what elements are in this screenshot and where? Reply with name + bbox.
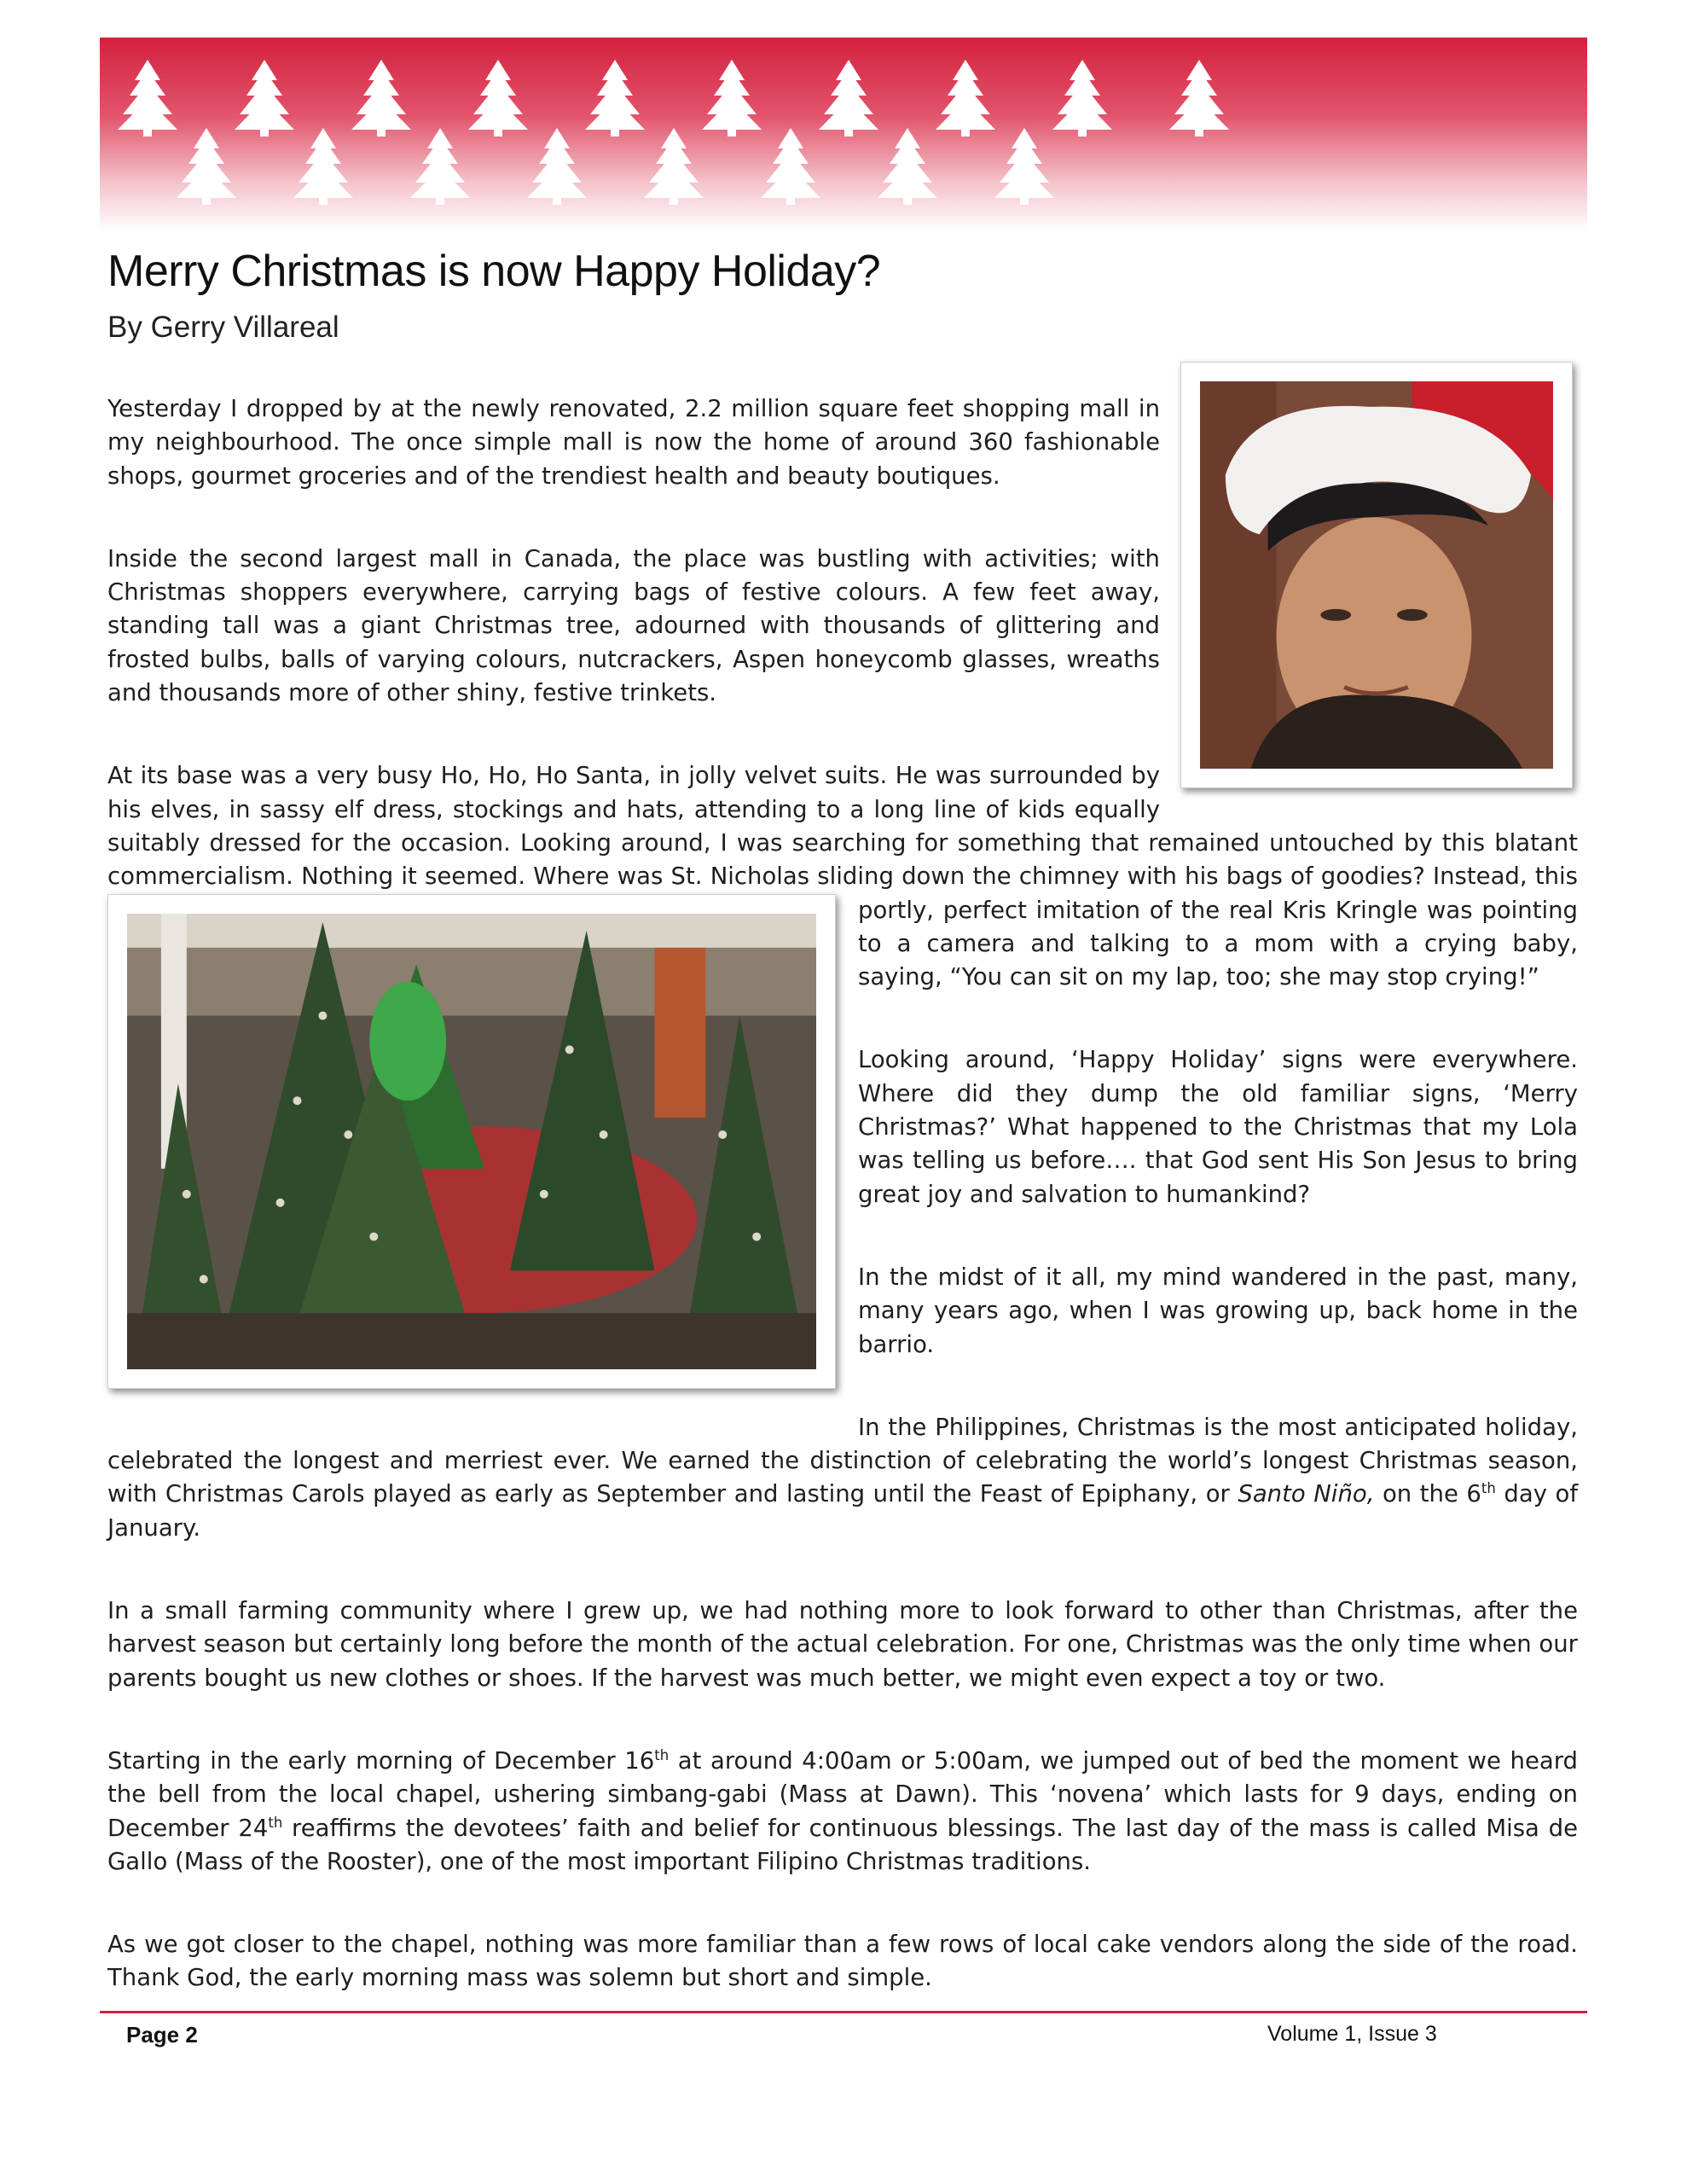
author-portrait-image — [1200, 381, 1553, 769]
christmas-tree-icon — [585, 58, 645, 136]
p6-italic: Santo Niño, — [1238, 1480, 1375, 1508]
paragraph-2: Inside the second largest mall in Canada, the place was bustling with activities; with Christmas shoppers everywhere, carrying bags of festive colours. A few feet away, standing tall was a giant Christmas tree, adourned with thousands of glittering and frosted bulbs, balls of varying colours, nutcrackers, Aspen honeycomb glasses, wreaths and thousands more of other shiny, festive trinkets. — [107, 544, 1160, 707]
paragraph-4: Looking around, ‘Happy Holiday’ signs were everywhere. Where did they dump the old familiar signs, ‘Merry Christmas?’ What happened to the Christmas that my Lola was telling us before…. that God sent His Son Jesus to bring great joy and salvation to humankind? — [858, 1046, 1578, 1208]
christmas-tree-icon — [118, 58, 177, 136]
p6-text-b: on the 6 — [1374, 1480, 1481, 1508]
christmas-tree-icon — [468, 58, 528, 136]
article-body — [107, 392, 1578, 2045]
p6-sup: th — [1481, 1480, 1496, 1497]
christmas-tree-icon — [293, 126, 353, 205]
p8-text-c: reaffirms the devotees’ faith and belief for continuous blessings. The last day of the mass is called Misa de Gallo (Mass of the Rooster), one of the most important Filipino Christmas traditions. — [107, 1814, 1578, 1875]
p3-text-a: At its base was a very busy Ho, Ho, Ho Santa, in jolly velvet suits. He was surrounded by his elves, in sassy elf dress, stockings and hats, attending to a long line of kids equally suitably dressed for the occasion. Looking around, I was searching for something that remained untouched by this blatant commercialism. Nothing it seemed. Where was St. Nicholas sliding down the chimney with his bags of goodies? — [107, 762, 1578, 891]
p3-text-b: Instead, this portly, perfect imitation of the real Kris Kringle was pointing to a camera and talking to a mom with a crying baby, saying, “You can sit on my lap, too; she may stop crying!” — [858, 863, 1578, 991]
christmas-tree-icon — [235, 58, 294, 136]
christmas-tree-icon — [936, 58, 995, 136]
article-byline: By Gerry Villareal — [107, 311, 339, 344]
paragraph-1: Yesterday I dropped by at the newly renovated, 2.2 million square feet shopping mall in my neighbourhood. The once simple mall is now the home of around 360 fashionable shops, gourmet groceries and of the trendiest health and beauty boutiques. — [107, 395, 1160, 490]
christmas-tree-icon — [351, 58, 411, 136]
christmas-tree-icon — [1052, 58, 1112, 136]
christmas-tree-icon — [177, 126, 236, 205]
mall-photo — [107, 894, 841, 1423]
footer-divider — [100, 2011, 1587, 2013]
christmas-tree-icon — [819, 58, 878, 136]
header-banner — [100, 38, 1587, 232]
p8-sup-1: th — [654, 1746, 670, 1763]
christmas-tree-icon — [761, 126, 820, 205]
paragraph-5: In the midst of it all, my mind wandered in the past, many, many years ago, when I was growing up, back home in the barrio. — [858, 1263, 1578, 1358]
paragraph-7: In a small farming community where I grew up, we had nothing more to look forward to other than Christmas, after the harvest season but certainly long before the month of the actual celebration. For one, Christmas was the only time when our parents bought us new clothes or shoes. If the harvest was much better, we might even expect a toy or two. — [107, 1597, 1578, 1692]
author-photo — [1180, 362, 1578, 797]
paragraph-8 — [107, 1745, 1578, 1879]
article-title: Merry Christmas is now Happy Holiday? — [107, 247, 881, 296]
page-number: Page 2 — [126, 2022, 198, 2048]
volume-issue: Volume 1, Issue 3 — [1267, 2022, 1437, 2046]
p8-text-a: Starting in the early morning of December 16 — [107, 1746, 655, 1774]
paragraph-6 — [107, 1411, 1578, 1545]
p6-text-a: In the Philippines, Christmas is the most anticipated holiday, celebrated the longest and merriest ever. We earned the distinction of celebrating the world’s longest Christmas season, with Christmas Carols played as early as September and lasting until the Feast of Epiphany, or — [107, 1413, 1578, 1508]
mall-christmas-tree-image — [127, 914, 816, 1369]
christmas-tree-icon — [527, 126, 587, 205]
p8-text-b: at around 4:00am or 5:00am, we jumped out of bed the moment we heard the bell from the local chapel, ushering simbang-gabi (Mass at Dawn). This ‘novena’ which lasts for 9 days, ending on December 24 — [107, 1746, 1578, 1842]
p8-sup-2: th — [268, 1814, 283, 1831]
p6-text-c: day of January. — [107, 1480, 1579, 1542]
paragraph-9: As we got closer to the chapel, nothing was more familiar than a few rows of local cake vendors along the side of the road. Thank God, the early morning mass was solemn but short and simple. — [107, 1931, 1578, 1992]
christmas-tree-icon — [994, 126, 1054, 205]
christmas-tree-icon — [1169, 58, 1229, 136]
christmas-tree-icon — [702, 58, 762, 136]
christmas-tree-icon — [644, 126, 704, 205]
christmas-tree-icon — [878, 126, 937, 205]
christmas-tree-icon — [410, 126, 470, 205]
